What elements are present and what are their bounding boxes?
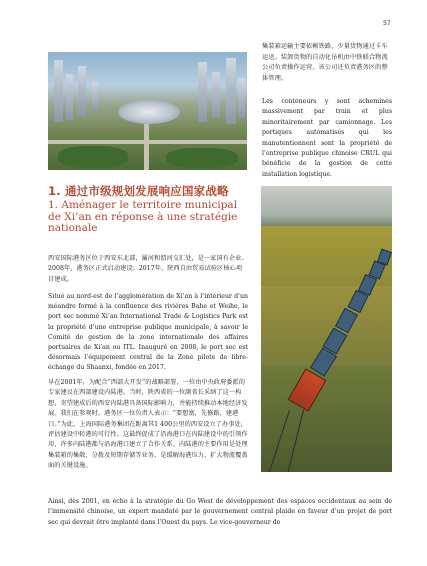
section-title-fr: 1. Aménager le territoire municipal de Xi’an en réponse à une stratégie nationale (48, 199, 238, 234)
paragraph-2-fr: Ainsi, dès 2001, en écho à la stratégie du Go West de développement des espaces occidentaux au sein de l’immensité chinoise, un expert mandaté par le gouvernement central plaide en faveur d’un projet de port sec qui devrait être implanté dans l’Ouest du pays. Le vice-gouverneur de (48, 498, 392, 526)
intro-zh: 集装箱运输主要依赖铁路，少量货物通过卡车运送。装卸货物的自动化吊机由中铁联合物流公司负责操作运营，该公司还负责港务区的整体管理。 (262, 43, 388, 82)
paragraph-2-zh: 早在2001年，为配合“西部大开发”的战略部署，一位由中央政府委派的专家建议在西部建设内陆港。当时，陕西省的一位副省长采纳了这一构想，寄望建成后的西安内陆港具备国际影响力，并能持续推动本地经济发展。我们在参观时，港务区一位负责人表示：“要想富，先修路，建港口。”为此，上海国际港务集团在距离其1 400公里的西安设立了办事处，评估建设中转港的可行性。这最终促成了沿海港口在内陆建设中的引领作用，许多内陆港都与沿海港口建立了合作关系。内陆港的主要作用是处理集装箱的集散、分拨及短期存储等业务，是缓解海港压力、扩大物流覆盖面的关键设施。 (48, 379, 248, 470)
page-number: 57 (383, 20, 391, 27)
freight-train-photo (261, 186, 392, 472)
paragraph-1-zh: 西安国际港务区位于西安东北部，灞河和渭河交汇处，是一家国有企业。2008年，港务区正式启动建设；2017年，陕西自由贸易试验区核心项目建成。 (48, 255, 248, 283)
section-title-zh: 1. 通过市级规划发展响应国家战略 (48, 184, 229, 198)
aerial-city-photo (48, 52, 247, 170)
paragraph-1-fr: Situé au nord-est de l’agglomération de Xi’an à l’intérieur d’un méandre formé à la confluence des rivières Bahe et Weihe, le port sec nommé Xi’an International Trade & Logistics Park est la propriété d’une entreprise publique municipale, à savoir le Comité de gestion de la zone internationale des affaires portuaires de Xi’an ou ITL. Inauguré en 2008, le port sec est désormais l’équipement central de la Zone pilote de libre-échange du Shaanxi, fondée en 2017. (48, 293, 248, 372)
intro-fr: Les conteneurs y sont acheminés massivement par train et plus minoritairement par camionnage. Les portiques automatisés qui les manutentionnent sont la propriété de l’entreprise publique chinoise CRU⁠L qui bénéficie de la gestion de cette installation logistique. (262, 98, 392, 178)
